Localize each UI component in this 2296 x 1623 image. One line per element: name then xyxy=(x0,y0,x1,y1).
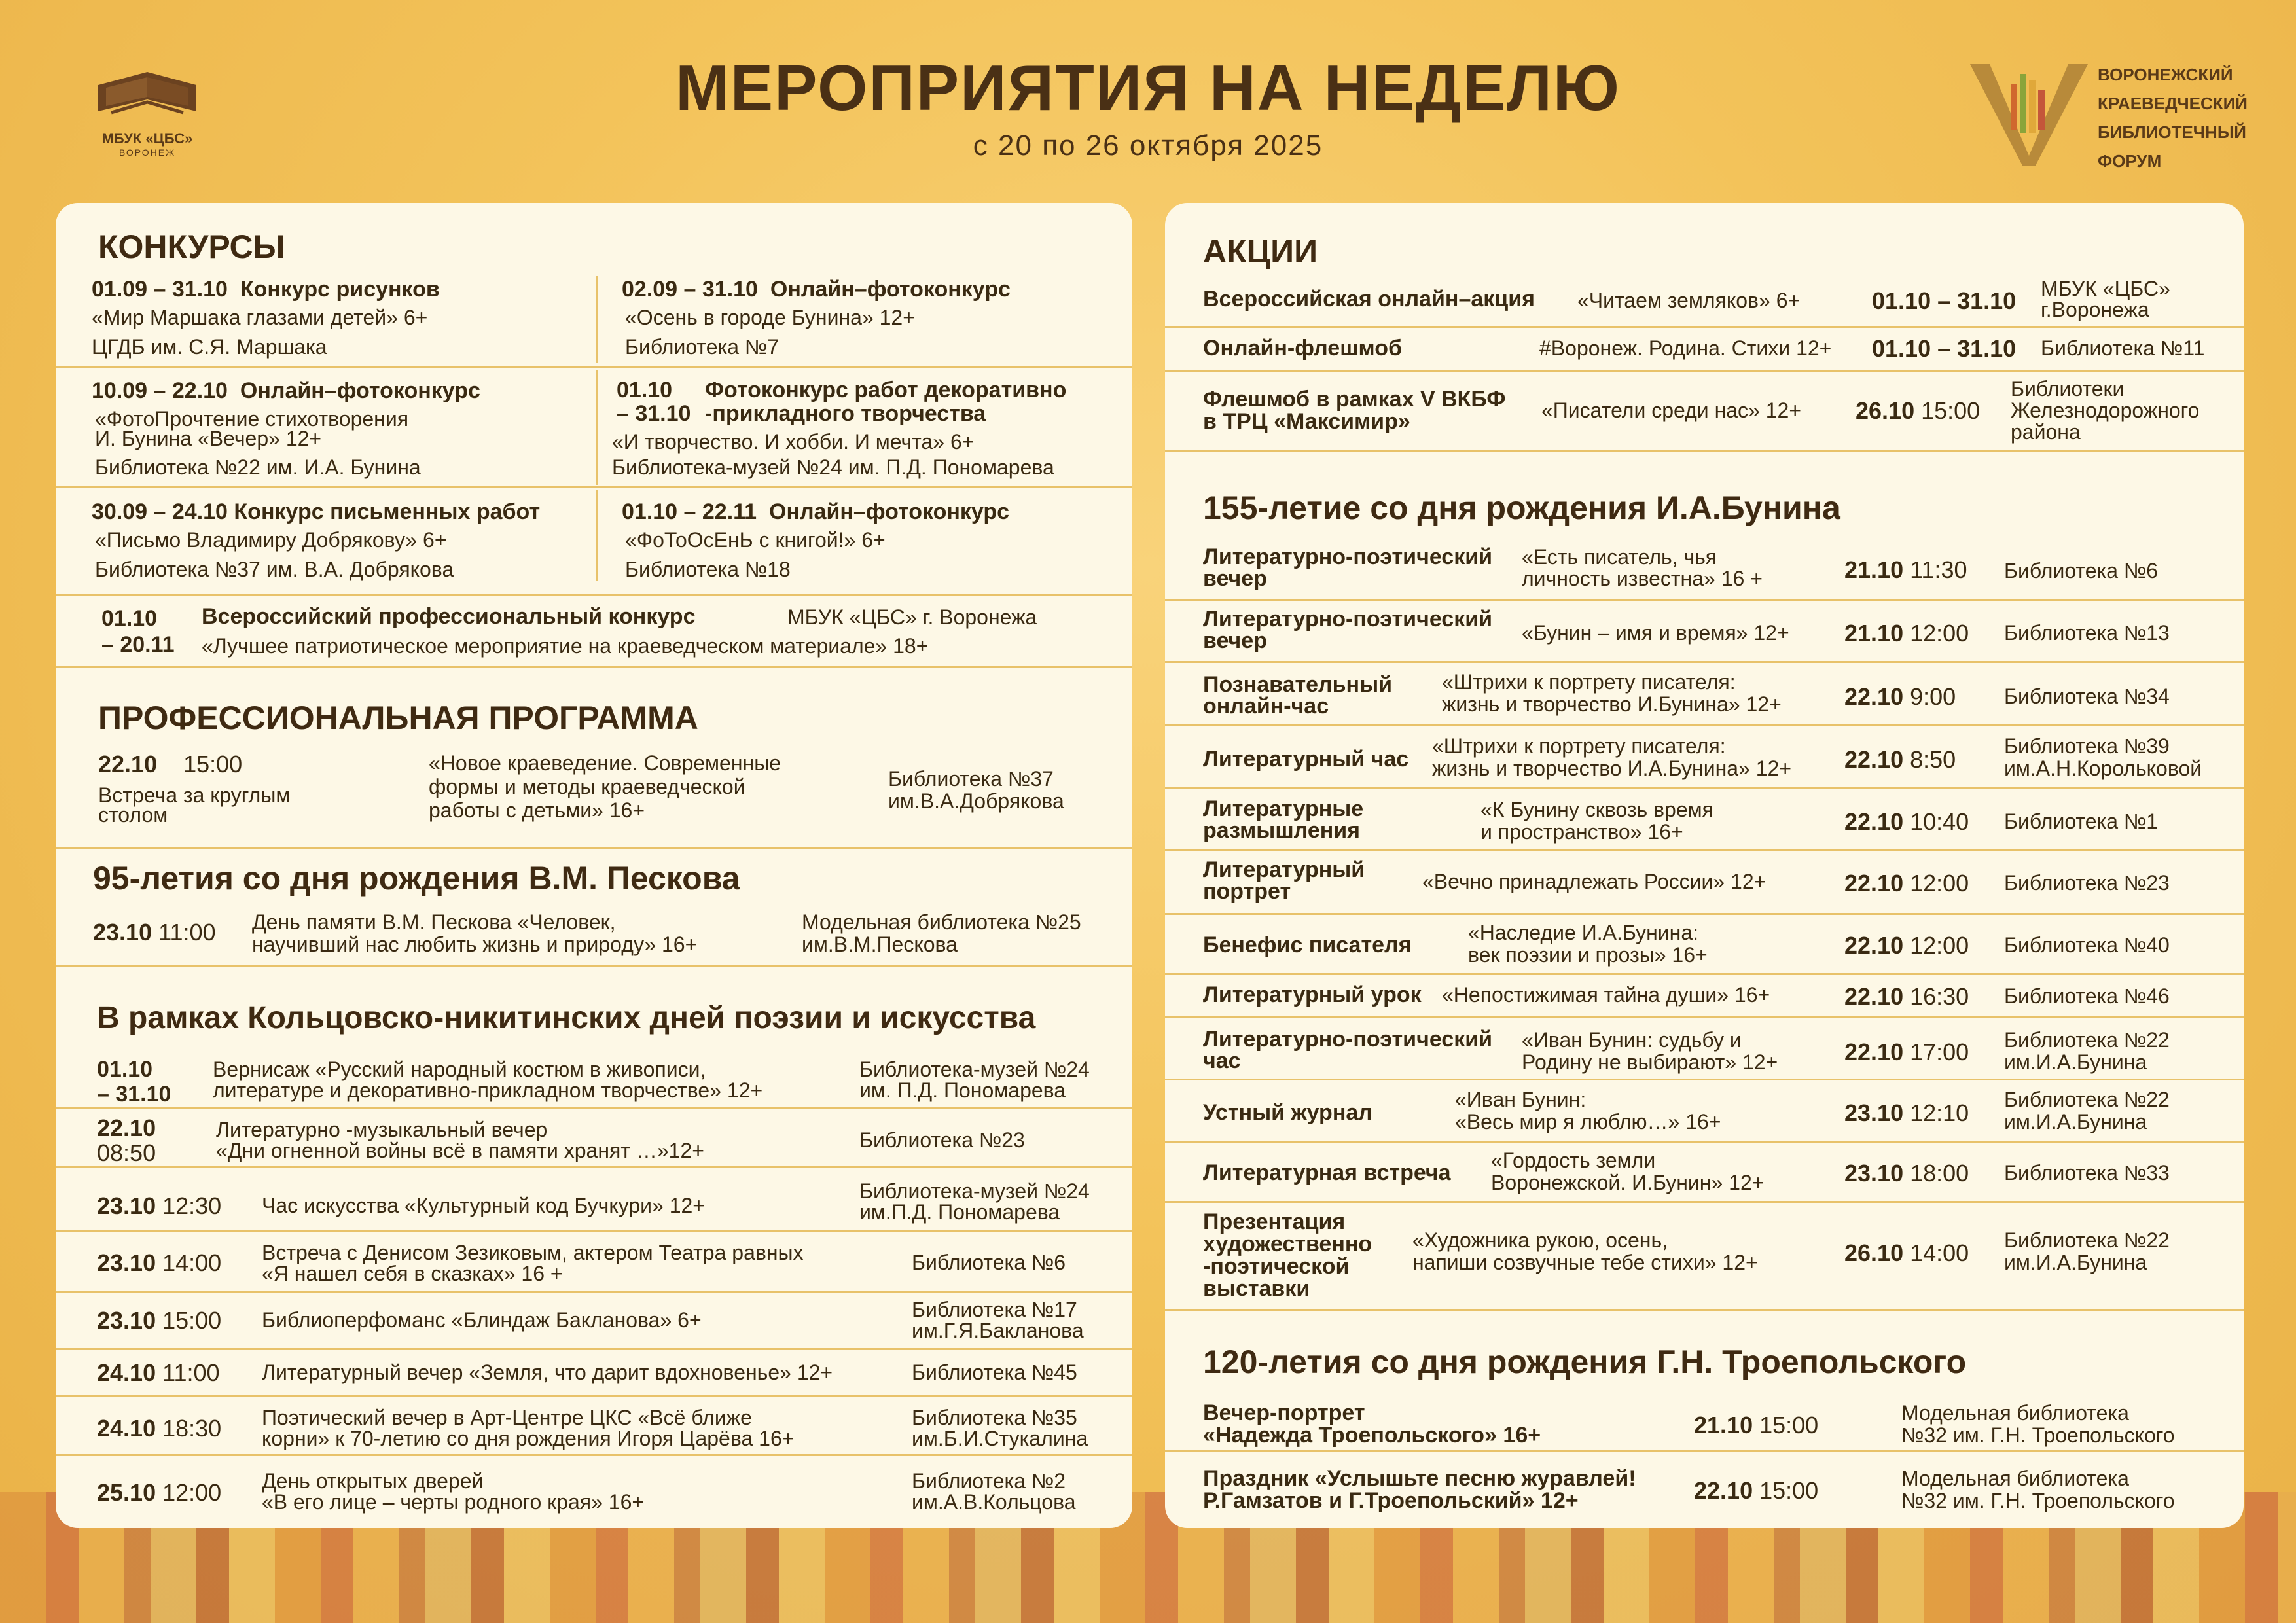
bunin-1-place: Библиотека №6 xyxy=(2004,559,2159,582)
contest-4-type: Фотоконкурс работ декоративно -прикладного творчества xyxy=(705,378,1067,426)
peskov-datetime: 23.10 11:00 xyxy=(93,919,216,946)
bunin-12-place: Библиотека №22 им.И.А.Бунина xyxy=(2004,1228,2170,1274)
koltsov-3-desc: Час искусства «Культурный код Бучкури» 12+ xyxy=(262,1194,705,1217)
bunin-8-type: Литературный урок xyxy=(1203,982,1422,1007)
separator xyxy=(1165,450,2244,452)
contest-6-name: «ФоТоОсЕнЬ с книгой!» 6+ xyxy=(625,528,886,552)
bunin-7-place: Библиотека №40 xyxy=(2004,933,2170,957)
koltsov-4-datetime: 23.10 14:00 xyxy=(97,1249,222,1276)
bunin-4-datetime: 22.10 8:50 xyxy=(1844,746,1956,773)
bunin-6-datetime: 22.10 12:00 xyxy=(1844,870,1969,897)
koltsov-7-desc: Поэтический вечер в Арт-Центре ЦКС «Всё ближе корни» к 70-летию со дня рождения Игоря Царёва 16+ xyxy=(262,1406,795,1450)
contest-1-name: «Мир Маршака глазами детей» 6+ xyxy=(92,306,428,329)
bunin-7-name: «Наследие И.А.Бунина: век поэзии и прозы» 16+ xyxy=(1468,921,1708,967)
koltsov-8-datetime: 25.10 12:00 xyxy=(97,1479,222,1506)
contest-7-org: МБУК «ЦБС» г. Воронежа xyxy=(787,605,1037,629)
troepolsky-1-datetime: 21.10 15:00 xyxy=(1694,1412,1819,1438)
bunin-12-type: Презентация художественно -поэтической выставки xyxy=(1203,1209,1372,1301)
bunin-6-name: «Вечно принадлежать России» 12+ xyxy=(1422,870,1767,893)
contest-6-place: Библиотека №18 xyxy=(625,558,791,581)
action-3-name: «Писатели среди нас» 12+ xyxy=(1541,399,1801,422)
action-1-dates: 01.10 – 31.10 xyxy=(1872,287,2017,314)
bunin-3-place: Библиотека №34 xyxy=(2004,685,2170,708)
bunin-2-type: Литературно-поэтический вечер xyxy=(1203,607,1493,653)
bunin-4-type: Литературный час xyxy=(1203,747,1409,772)
separator xyxy=(1165,1309,2244,1311)
bunin-9-name: «Иван Бунин: судьбу и Родину не выбирают» 12+ xyxy=(1522,1028,1778,1074)
bunin-6-place: Библиотека №23 xyxy=(2004,871,2170,895)
peskov-desc: День памяти В.М. Пескова «Человек, научивший нас любить жизнь и природу» 16+ xyxy=(252,910,698,956)
troepolsky-2-desc: Праздник «Услышьте песню журавлей! Р.Гамзатов и Г.Троепольский» 12+ xyxy=(1203,1466,1636,1513)
forum-line-4: ФОРУМ xyxy=(2098,151,2162,171)
action-3-place: Библиотеки Железнодорожного района xyxy=(2011,377,2200,444)
separator xyxy=(56,666,1132,668)
separator xyxy=(56,965,1132,967)
bunin-7-datetime: 22.10 12:00 xyxy=(1844,932,1969,959)
separator xyxy=(56,486,1132,488)
contest-5-place: Библиотека №37 им. В.А. Добрякова xyxy=(95,558,454,581)
bunin-10-name: «Иван Бунин: «Весь мир я люблю…» 16+ xyxy=(1455,1088,1721,1133)
contest-1-dates: 01.09 – 31.10 Конкурс рисунков xyxy=(92,277,440,302)
peskov-place: Модельная библиотека №25 им.В.М.Пескова xyxy=(802,910,1081,956)
separator xyxy=(56,1107,1132,1109)
bunin-9-type: Литературно-поэтический час xyxy=(1203,1027,1493,1073)
separator xyxy=(56,1454,1132,1456)
professional-heading: ПРОФЕССИОНАЛЬНАЯ ПРОГРАММА xyxy=(98,700,698,736)
bunin-3-type: Познавательный онлайн-час xyxy=(1203,672,1392,719)
contest-4-place: Библиотека-музей №24 им. П.Д. Пономарева xyxy=(612,455,1054,479)
bunin-12-datetime: 26.10 14:00 xyxy=(1844,1240,1969,1266)
bunin-2-place: Библиотека №13 xyxy=(2004,621,2170,645)
bunin-3-name: «Штрихи к портрету писателя: жизнь и творчество И.Бунина» 12+ xyxy=(1442,670,1782,716)
separator xyxy=(1165,973,2244,975)
separator xyxy=(1165,724,2244,726)
separator xyxy=(1165,913,2244,915)
action-2-place: Библиотека №11 xyxy=(2041,336,2205,360)
contests-divider-1 xyxy=(596,276,598,363)
contest-3-place: Библиотека №22 им. И.А. Бунина xyxy=(95,455,421,479)
contest-2-place: Библиотека №7 xyxy=(625,335,780,359)
bunin-11-type: Литературная встреча xyxy=(1203,1160,1451,1185)
koltsov-5-desc: Библиоперфоманс «Блиндаж Бакланова» 6+ xyxy=(262,1308,702,1332)
bunin-1-datetime: 21.10 11:30 xyxy=(1844,556,1967,583)
logo-left-line1: МБУК «ЦБС» xyxy=(101,130,193,147)
peskov-heading: 95-летия со дня рождения В.М. Пескова xyxy=(93,860,740,897)
koltsov-5-place: Библиотека №17 им.Г.Я.Бакланова xyxy=(912,1298,1084,1342)
separator xyxy=(1165,370,2244,372)
contest-5-name: «Письмо Владимиру Добрякову» 6+ xyxy=(95,528,447,552)
contest-4-name: «И творчество. И хобби. И мечта» 6+ xyxy=(612,430,975,454)
page-title: МЕРОПРИЯТИЯ НА НЕДЕЛЮ xyxy=(675,52,1621,124)
separator xyxy=(1165,1201,2244,1203)
koltsov-1-place: Библиотека-музей №24 им. П.Д. Пономарева xyxy=(859,1058,1090,1102)
contest-2-dates: 02.09 – 31.10 Онлайн–фотоконкурс xyxy=(622,277,1011,302)
bunin-1-type: Литературно-поэтический вечер xyxy=(1203,544,1493,591)
bunin-2-datetime: 21.10 12:00 xyxy=(1844,620,1969,647)
contests-heading: КОНКУРСЫ xyxy=(98,228,285,265)
troepolsky-2-place: Модельная библиотека №32 им. Г.Н. Троепольского xyxy=(1901,1467,2175,1512)
koltsov-8-desc: День открытых дверей «В его лице – черты родного края» 16+ xyxy=(262,1469,645,1514)
contest-7-type: Всероссийский профессиональный конкурс xyxy=(202,604,696,629)
action-3-datetime: 26.10 15:00 xyxy=(1856,397,1981,424)
separator xyxy=(1165,599,2244,601)
professional-format: Встреча за круглым столом xyxy=(98,783,291,827)
actions-heading: АКЦИИ xyxy=(1203,233,1318,270)
bunin-5-type: Литературные размышления xyxy=(1203,796,1364,843)
bunin-5-name: «К Бунину сквозь время и пространство» 16+ xyxy=(1480,798,1713,844)
contest-3-name: «ФотоПрочтение стихотворения И. Бунина «Вечер» 12+ xyxy=(95,407,409,450)
bunin-5-place: Библиотека №1 xyxy=(2004,810,2159,833)
bunin-12-name: «Художника рукою, осень, напиши созвучные тебе стихи» 12+ xyxy=(1412,1228,1758,1274)
contest-5-dates: 30.09 – 24.10 Конкурс письменных работ xyxy=(92,499,541,524)
koltsov-7-datetime: 24.10 18:30 xyxy=(97,1415,222,1442)
separator xyxy=(1165,1079,2244,1080)
contest-2-name: «Осень в городе Бунина» 12+ xyxy=(625,306,915,329)
koltsov-heading: В рамках Кольцовско-никитинских дней поэзии и искусства xyxy=(97,1001,1036,1035)
action-1-name: «Читаем земляков» 6+ xyxy=(1577,289,1801,312)
contest-3-dates: 10.09 – 22.10 Онлайн–фотоконкурс xyxy=(92,378,480,403)
separator xyxy=(56,1291,1132,1293)
bunin-2-name: «Бунин – имя и время» 12+ xyxy=(1522,621,1789,645)
separator xyxy=(1165,326,2244,328)
contest-7-dates: 01.10 – 20.11 xyxy=(101,606,175,657)
contest-4-dates: 01.10 – 31.10 xyxy=(617,378,691,426)
separator xyxy=(1165,1450,2244,1452)
right-panel xyxy=(1165,203,2244,1528)
koltsov-1-dates: 01.10 – 31.10 xyxy=(97,1057,171,1107)
separator xyxy=(56,1166,1132,1168)
forum-name xyxy=(2098,60,2248,175)
left-panel xyxy=(56,203,1132,1528)
bunin-5-datetime: 22.10 10:40 xyxy=(1844,808,1969,835)
separator xyxy=(1165,661,2244,663)
koltsov-2-desc: Литературно -музыкальный вечер «Дни огненной войны всё в памяти хранят …»12+ xyxy=(216,1118,704,1162)
contests-divider-3 xyxy=(596,490,598,581)
troepolsky-heading: 120-летия со дня рождения Г.Н. Троепольского xyxy=(1203,1344,1967,1380)
bunin-9-place: Библиотека №22 им.И.А.Бунина xyxy=(2004,1028,2170,1074)
action-2-type: Онлайн-флешмоб xyxy=(1203,336,1403,361)
bunin-8-place: Библиотека №46 xyxy=(2004,984,2170,1008)
koltsov-4-place: Библиотека №6 xyxy=(912,1251,1066,1274)
koltsov-6-desc: Литературный вечер «Земля, что дарит вдохновенье» 12+ xyxy=(262,1361,833,1384)
action-1-type: Всероссийская онлайн–акция xyxy=(1203,287,1535,312)
bunin-1-name: «Есть писатель, чья личность известна» 16 + xyxy=(1522,545,1763,590)
troepolsky-2-datetime: 22.10 15:00 xyxy=(1694,1477,1819,1504)
action-1-place: МБУК «ЦБС» г.Воронежа xyxy=(2041,277,2170,321)
koltsov-3-datetime: 23.10 12:30 xyxy=(97,1192,222,1219)
forum-v-icon xyxy=(1964,58,2094,169)
action-3-type: Флешмоб в рамках V ВКБФ в ТРЦ «Максимир» xyxy=(1203,387,1506,434)
bunin-4-place: Библиотека №39 им.А.Н.Корольковой xyxy=(2004,734,2202,780)
koltsov-5-datetime: 23.10 15:00 xyxy=(97,1307,222,1334)
separator xyxy=(56,366,1132,368)
bunin-3-datetime: 22.10 9:00 xyxy=(1844,683,1956,710)
forum-line-3: БИБЛИОТЕЧНЫЙ xyxy=(2098,122,2246,142)
koltsov-2-place: Библиотека №23 xyxy=(859,1128,1025,1152)
contest-1-place: ЦГДБ им. С.Я. Маршака xyxy=(92,335,327,359)
forum-line-2: КРАЕВЕДЧЕСКИЙ xyxy=(2098,94,2248,113)
action-2-dates: 01.10 – 31.10 xyxy=(1872,335,2017,362)
bunin-heading: 155-летие со дня рождения И.А.Бунина xyxy=(1203,490,1840,526)
professional-place: Библиотека №37 им.В.А.Добрякова xyxy=(888,767,1064,813)
bunin-10-datetime: 23.10 12:10 xyxy=(1844,1099,1969,1126)
forum-line-1: ВОРОНЕЖСКИЙ xyxy=(2098,65,2233,84)
separator xyxy=(56,1395,1132,1397)
bunin-4-name: «Штрихи к портрету писателя: жизнь и творчество И.А.Бунина» 12+ xyxy=(1432,734,1791,780)
separator xyxy=(1165,1141,2244,1143)
bunin-7-type: Бенефис писателя xyxy=(1203,933,1412,957)
separator xyxy=(56,847,1132,849)
koltsov-6-place: Библиотека №45 xyxy=(912,1361,1077,1384)
bunin-8-datetime: 22.10 16:30 xyxy=(1844,983,1969,1010)
action-2-name: #Воронеж. Родина. Стихи 12+ xyxy=(1539,336,1832,360)
separator xyxy=(1165,787,2244,789)
logo-left-line2: ВОРОНЕЖ xyxy=(118,147,176,158)
bunin-11-datetime: 23.10 18:00 xyxy=(1844,1160,1969,1186)
separator xyxy=(1165,1016,2244,1018)
separator xyxy=(1165,849,2244,851)
koltsov-3-place: Библиотека-музей №24 им.П.Д. Пономарева xyxy=(859,1179,1090,1224)
contest-6-dates: 01.10 – 22.11 Онлайн–фотоконкурс xyxy=(622,499,1010,524)
professional-name: «Новое краеведение. Современные формы и методы краеведческой работы с детьми» 16+ xyxy=(429,751,781,822)
koltsov-1-desc: Вернисаж «Русский народный костюм в живописи, литературе и декоративно-прикладном творчестве» 12+ xyxy=(213,1058,763,1102)
koltsov-2-datetime: 22.10 08:50 xyxy=(97,1115,156,1166)
contest-7-name: «Лучшее патриотическое мероприятие на краеведческом материале» 18+ xyxy=(202,634,929,658)
contests-divider-2 xyxy=(596,370,598,485)
forum-logo xyxy=(1964,58,2248,175)
koltsov-8-place: Библиотека №2 им.А.В.Кольцова xyxy=(912,1469,1076,1514)
troepolsky-1-place: Модельная библиотека №32 им. Г.Н. Троепольского xyxy=(1901,1401,2175,1447)
page-subtitle: с 20 по 26 октября 2025 xyxy=(973,130,1323,162)
bunin-10-type: Устный журнал xyxy=(1203,1100,1372,1125)
bunin-10-place: Библиотека №22 им.И.А.Бунина xyxy=(2004,1088,2170,1133)
bunin-9-datetime: 22.10 17:00 xyxy=(1844,1039,1969,1065)
koltsov-7-place: Библиотека №35 им.Б.И.Стукалина xyxy=(912,1406,1088,1450)
troepolsky-1-desc: Вечер-портрет «Надежда Троепольского» 16+ xyxy=(1203,1400,1541,1448)
bunin-8-name: «Непостижимая тайна души» 16+ xyxy=(1442,983,1770,1007)
bunin-11-place: Библиотека №33 xyxy=(2004,1161,2170,1185)
separator xyxy=(56,594,1132,596)
separator xyxy=(56,1230,1132,1232)
koltsov-6-datetime: 24.10 11:00 xyxy=(97,1359,220,1386)
professional-datetime: 22.10 15:00 xyxy=(98,751,243,777)
bunin-6-type: Литературный портрет xyxy=(1203,857,1365,904)
separator xyxy=(56,1348,1132,1350)
bunin-11-name: «Гордость земли Воронежской. И.Бунин» 12+ xyxy=(1491,1149,1765,1194)
koltsov-4-desc: Встреча с Денисом Зезиковым, актером Театра равных «Я нашел себя в сказках» 16 + xyxy=(262,1241,804,1285)
